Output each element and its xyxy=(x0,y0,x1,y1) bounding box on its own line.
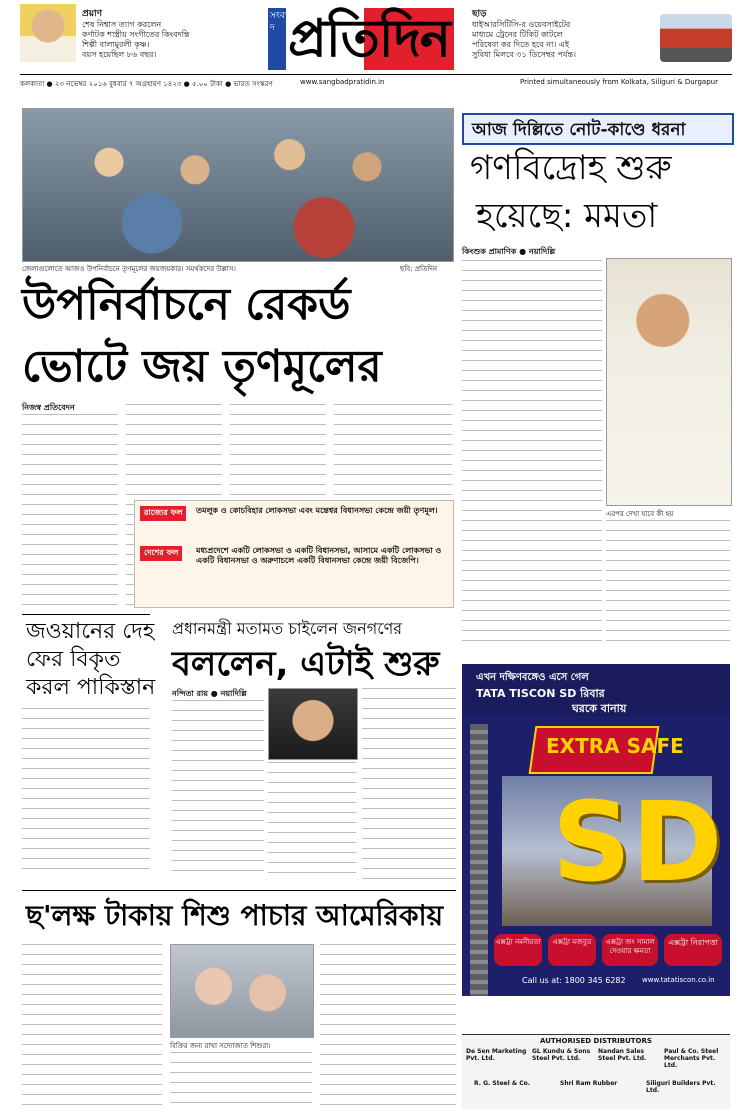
center-byline: নন্দিতা রায় ● নয়াদিল্লি xyxy=(172,689,247,698)
result-text-1: তমলুক ও কোচবিহার লোকসভা এবং মন্তেশ্বর বিধানসভা কেন্দ্রে জয়ী তৃণমূল। xyxy=(196,506,438,515)
right-col-1 xyxy=(462,260,602,650)
promo-line-4: সুবিধা মিলবে ৩১ ডিসেম্বর পর্যন্ত। xyxy=(472,50,576,59)
obit-label: প্রয়াণ xyxy=(82,9,103,19)
dist-1: De Sen Marketing Pvt. Ltd. xyxy=(466,1048,527,1062)
obit-line-4: বয়স হয়েছিল ৮৬ বছর। xyxy=(82,50,157,59)
right-banner: আজ দিল্লিতে নোট-কাণ্ডে ধরনা xyxy=(472,120,686,140)
lead-photo-caption: জেলাগুলোতে আজও উপনির্বাচনে তৃণমূলের জয়জয়কার। সমর্থকদের উল্লাস। xyxy=(22,265,236,273)
ad-rebar xyxy=(470,724,488,1004)
train-photo xyxy=(660,14,732,62)
ad-big-sd: SD xyxy=(552,778,723,906)
result-title-1: রাজ্যের ফল xyxy=(140,506,186,521)
tata-tiscon-ad xyxy=(462,664,730,1034)
obit-line-3: শিল্পী বালামুরলী কৃষ্ণ। xyxy=(82,40,150,49)
promo-label: ছাড় xyxy=(472,9,487,19)
obit-line-1: শেষ নিশ্বাস ত্যাগ করলেন xyxy=(82,20,162,29)
babies-caption: বিক্রির জন্য রাখা সদ্যোজাত শিশুরা। xyxy=(170,1042,271,1050)
dist-6: Shri Ram Rubber xyxy=(560,1080,618,1087)
ad-web: www.tatatiscon.co.in xyxy=(642,976,715,984)
promo-line-1: ধাইআরসিটিসি-র ওয়েবসাইটের xyxy=(472,20,571,29)
ad-pill-2: এক্সট্রা মজবুত xyxy=(548,934,596,966)
center-col-1 xyxy=(172,700,264,880)
ad-brand-line: TATA TISCON SD রিবার xyxy=(476,687,605,700)
dist-2: GL Kundu & Sons Steel Pvt. Ltd. xyxy=(532,1048,591,1062)
mamata-caption: এরপর দেখা যাবে কী হয় xyxy=(606,510,674,518)
left-mid-body xyxy=(22,708,150,878)
lead-col-1 xyxy=(22,414,118,610)
lead-headline-1: উপনির্বাচনে রেকর্ড xyxy=(22,279,351,330)
bottom-headline: ছ'লক্ষ টাকায় শিশু পাচার আমেরিকায় xyxy=(26,899,444,932)
babies-photo xyxy=(170,944,314,1038)
dist-3: Nandan Sales Steel Pvt. Ltd. xyxy=(598,1048,647,1062)
dist-5: R. G. Steel & Co. xyxy=(474,1080,530,1087)
bottom-col-3 xyxy=(320,944,456,1108)
lead-col-4 xyxy=(334,404,452,500)
mamata-photo xyxy=(606,258,732,506)
left-mid-rule xyxy=(22,614,150,615)
result-text-2: মধ্যপ্রদেশে একটি লোকসভা ও একটি বিধানসভা, আসামে একটি লোকসভা ও একটি বিধানসভা ও অরুণাচলে একটি বিধানসভা কেন্দ্রে জয়ী বিজেপি। xyxy=(196,546,442,565)
bottom-col-1 xyxy=(22,944,162,1108)
right-byline: কিংশুক প্রামাণিক ● নয়াদিল্লি xyxy=(462,247,556,256)
ad-pill-3: এক্সট্রা জং সামাল দেওয়ার ক্ষমতা xyxy=(602,934,658,966)
promo-line-2: মাধ্যমে ট্রেনের টিকিট কাটলে xyxy=(472,30,563,39)
center-col-2 xyxy=(268,762,356,880)
center-col-3 xyxy=(362,688,456,880)
ad-footer-strip xyxy=(462,996,730,1034)
lead-col-3 xyxy=(230,404,326,500)
ad-pill-1: এক্সট্রা নমনীয়তা xyxy=(494,934,542,966)
left-mid-headline-2: ফের বিকৃত xyxy=(26,647,121,672)
masthead xyxy=(0,0,750,96)
right-headline-1: গণবিদ্রোহ শুরু xyxy=(470,148,672,188)
center-kicker: প্রধানমন্ত্রী মতামত চাইলেন জনগণের xyxy=(172,619,403,638)
right-col-2 xyxy=(606,520,730,650)
lead-byline: নিজস্ব প্রতিবেদন xyxy=(22,403,75,412)
modi-photo xyxy=(268,688,358,760)
ad-phone: Call us at: 1800 345 6282 xyxy=(522,976,626,985)
lead-photo xyxy=(22,108,454,262)
website: www.sangbadpratidin.in xyxy=(300,78,385,86)
lead-headline-2: ভোটে জয় তৃণমূলের xyxy=(22,341,382,392)
right-headline-2: হয়েছে: মমতা xyxy=(476,196,658,236)
dateline: কলকাতা ● ২৩ নভেম্বর ২০১৬ বুধবার ৭ অগ্রহায়ণ ১৪২৩ ● ৫.০০ টাকা ● ভারত সংস্করণ xyxy=(20,80,273,88)
logo: প্রতিদিন xyxy=(288,9,450,69)
promo-line-3: পরিষেবা কর দিতে হবে না। এই xyxy=(472,40,570,49)
lead-photo-credit: ছবি: প্রতিদিন xyxy=(400,265,438,273)
obit-line-2: কর্ণাটক শাস্ত্রীয় সংগীতের কিংবদন্তি xyxy=(82,30,190,39)
printed-note: Printed simultaneously from Kolkata, Siliguri & Durgapur xyxy=(520,78,718,86)
logo-side-text: সংবাদ xyxy=(270,11,288,33)
dist-7: Siliguri Builders Pvt. Ltd. xyxy=(646,1080,716,1094)
ad-pill-4: এক্সট্রা নিরাপত্তা xyxy=(664,934,722,966)
dist-title: AUTHORISED DISTRIBUTORS xyxy=(540,1037,652,1045)
bottom-col-2 xyxy=(170,1052,312,1108)
ad-top-line: এখন দক্ষিণবঙ্গেও এসে গেল xyxy=(476,672,589,683)
ad-tag: ঘরকে বানায় xyxy=(572,702,627,715)
left-mid-headline-3: করল পাকিস্তান xyxy=(26,675,156,700)
ad-distributors xyxy=(462,1034,730,1109)
left-mid-headline-1: জওয়ানের দেহ xyxy=(26,619,155,644)
obit-photo xyxy=(20,4,76,62)
result-title-2: দেশের ফল xyxy=(140,546,182,561)
dist-4: Paul & Co. Steel Merchants Pvt. Ltd. xyxy=(664,1048,719,1069)
center-headline: বললেন, এটাই শুরু xyxy=(172,644,440,684)
dateline-rule xyxy=(20,74,732,75)
bottom-rule xyxy=(22,890,456,891)
ad-badge: EXTRA SAFE xyxy=(546,734,684,758)
